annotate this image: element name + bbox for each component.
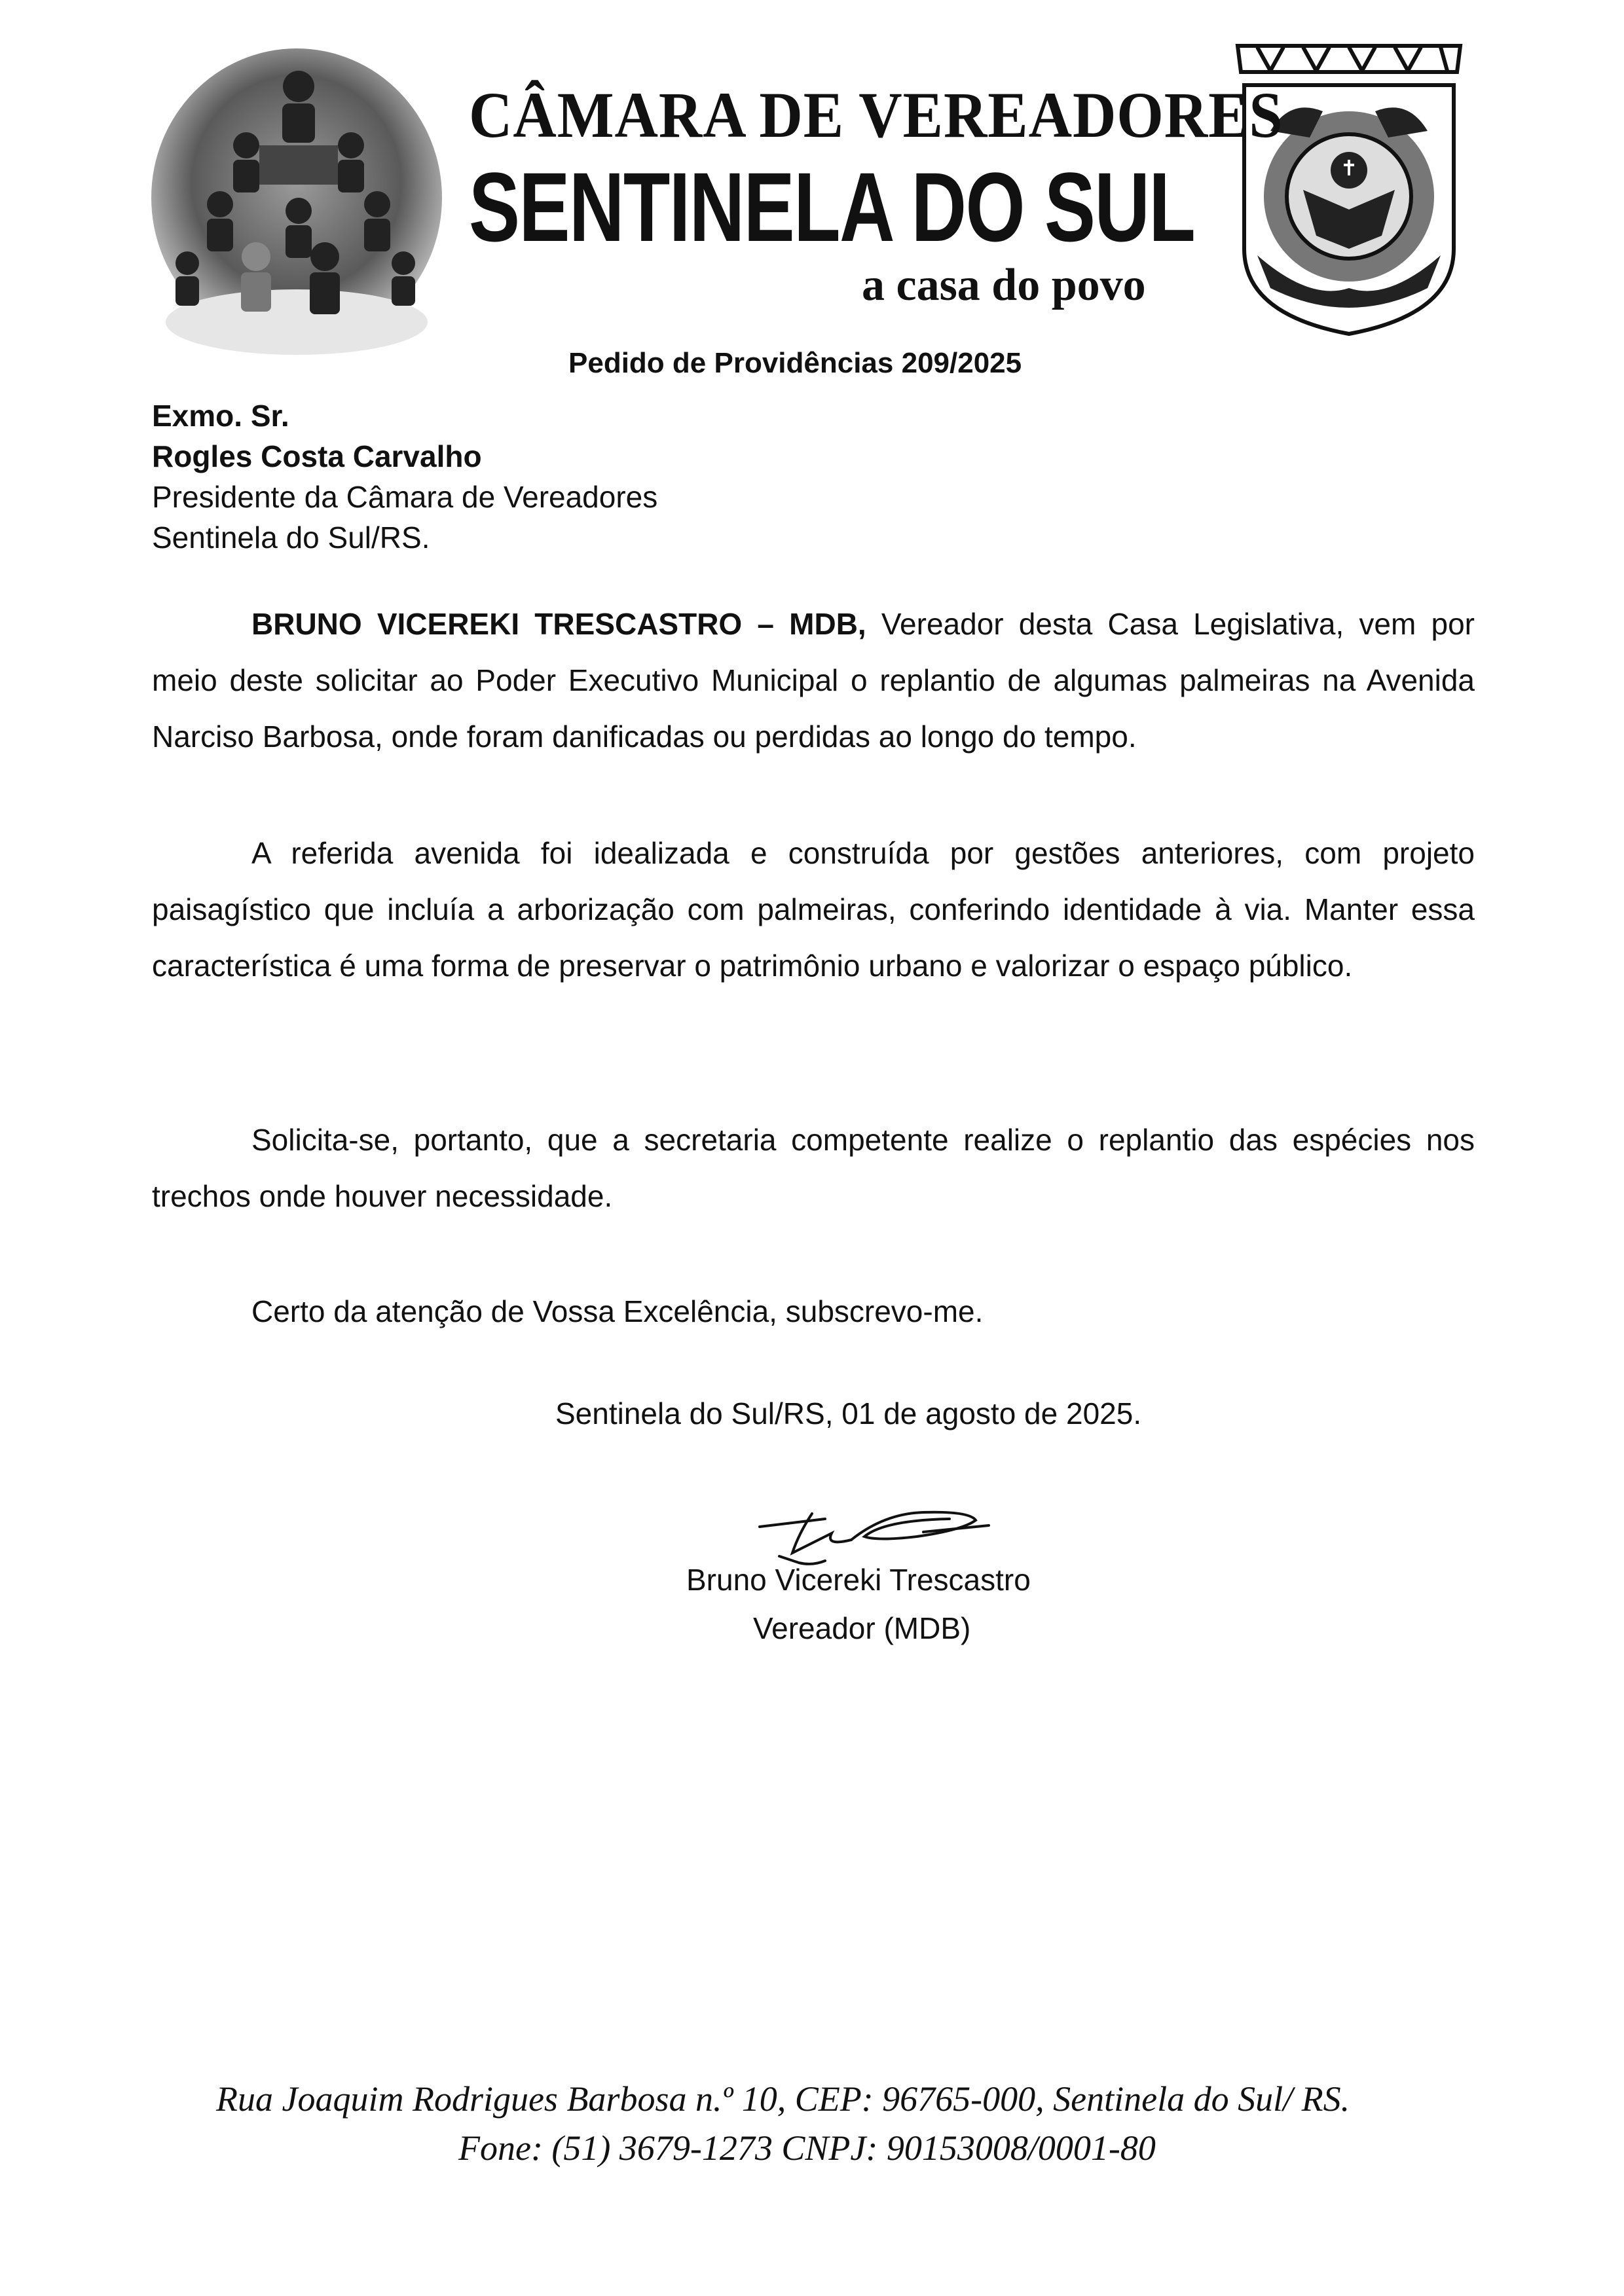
addressee-role: Presidente da Câmara de Vereadores — [152, 480, 658, 514]
chamber-logo — [148, 47, 445, 355]
paragraph-1-author: BRUNO VICEREKI TRESCASTRO – MDB, — [251, 607, 866, 641]
date-line: Sentinela do Sul/RS, 01 de agosto de 2025. — [555, 1396, 1142, 1430]
signatory-role: Vereador (MDB) — [753, 1611, 971, 1645]
signatory-name: Bruno Vicereki Trescastro — [686, 1563, 1031, 1597]
footer-address: Rua Joaquim Rodrigues Barbosa n.º 10, CEP: 96765-000, Sentinela do Sul/ RS. — [216, 2079, 1350, 2119]
header-title-line1: CÂMARA DE VEREADORES — [469, 79, 1283, 151]
header-motto: a casa do povo — [862, 260, 1146, 310]
addressee-salutation: Exmo. Sr. — [152, 399, 289, 433]
body-paragraph-2: A referida avenida foi idealizada e construída por gestões anteriores, com projeto paisagístico que incluía a arborização com palmeiras, conferindo identidade à via. Manter essa característica é uma forma de preservar o patrimônio urbano e valorizar o espaço público. — [152, 836, 1475, 983]
body-paragraph-4: Certo da atenção de Vossa Excelência, subscrevo-me. — [251, 1294, 984, 1328]
body-paragraph-1 — [152, 596, 1475, 765]
body-paragraph-3: Solicita-se, portanto, que a secretaria competente realize o replantio das espécies nos trechos onde houver necessidade. — [152, 1123, 1475, 1213]
footer-contact: Fone: (51) 3679-1273 CNPJ: 90153008/0001-80 — [458, 2128, 1156, 2168]
paragraph-1-text: Vereador desta Casa Legislativa, vem por meio deste solicitar ao Poder Executivo Municipal o replantio de algumas palmeiras na Avenida Narciso Barbosa, onde foram danificadas ou perdidas ao longo do tempo. — [152, 607, 1475, 754]
addressee-place: Sentinela do Sul/RS. — [152, 520, 430, 555]
header-title-line2: SENTINELA DO SUL — [469, 152, 1195, 262]
document-reference: Pedido de Providências 209/2025 — [568, 347, 1022, 379]
addressee-name: Rogles Costa Carvalho — [152, 439, 482, 473]
